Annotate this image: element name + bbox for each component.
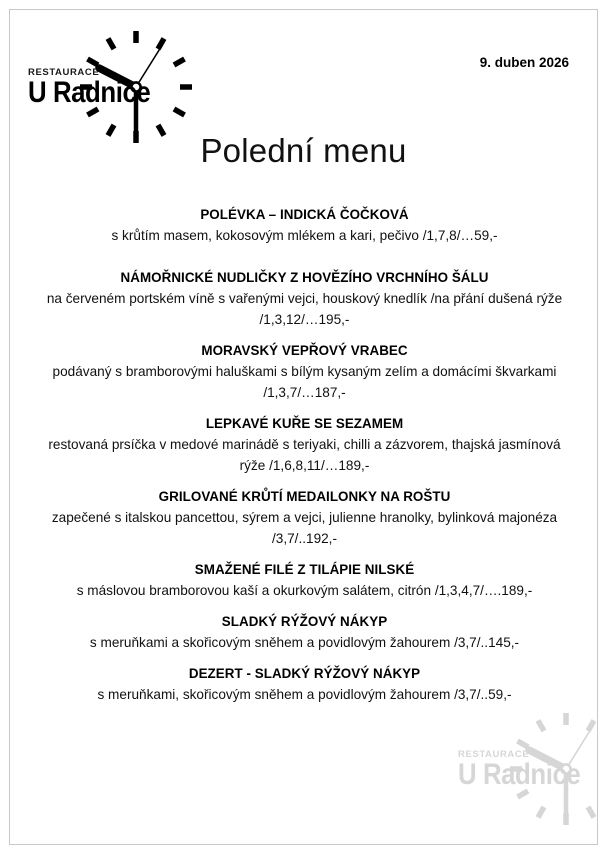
page-title: Polední menu bbox=[200, 132, 407, 169]
menu-item-description: s máslovou bramborovou kaší a okurkovým salátem, citrón /1,3,4,7/….189,- bbox=[76, 583, 533, 598]
logo-line-restaurace: RESTAURACE bbox=[28, 67, 100, 78]
menu-item-name: LEPKAVÉ KUŘE SE SEZAMEM bbox=[205, 416, 404, 431]
menu-page bbox=[9, 9, 598, 845]
menu-item bbox=[34, 612, 575, 653]
menu-item bbox=[34, 205, 575, 246]
menu-item-description: s meruňkami a skořicovým sněhem a povidlovým žahourem /3,7/..145,- bbox=[89, 635, 520, 650]
menu-item bbox=[34, 487, 575, 549]
menu-item-name: NÁMOŘNICKÉ NUDLIČKY Z HOVĚZÍHO VRCHNÍHO ŠÁLU bbox=[120, 270, 489, 285]
menu-item-name: GRILOVANÉ KRŮTÍ MEDAILONKY NA ROŠTU bbox=[158, 489, 451, 504]
menu-item bbox=[34, 664, 575, 705]
menu-item-description: podávaný s bramborovými haluškami s bílým kysaným zelím a domácími škvarkami /1,3,7/…187,- bbox=[52, 364, 557, 400]
menu-item-name: POLÉVKA – INDICKÁ ČOČKOVÁ bbox=[200, 207, 409, 222]
watermark-logo bbox=[455, 706, 598, 826]
menu-list bbox=[34, 205, 575, 716]
menu-item bbox=[34, 268, 575, 330]
menu-item-name: SLADKÝ RÝŽOVÝ NÁKYP bbox=[221, 614, 388, 629]
menu-item-name: SMAŽENÉ FILÉ Z TILÁPIE NILSKÉ bbox=[194, 562, 415, 577]
menu-item-description: s krůtím masem, kokosovým mlékem a kari, pečivo /1,7,8/…59,- bbox=[111, 228, 498, 243]
watermark-line-uradnice: U Radnice bbox=[458, 758, 581, 791]
menu-item-description: restovaná prsíčka v medové marinádě s teriyaki, chilli a zázvorem, thajská jasmínová rýže /1,6,8,11/…189,- bbox=[48, 437, 561, 473]
menu-item-name: DEZERT - SLADKÝ RÝŽOVÝ NÁKYP bbox=[188, 666, 421, 681]
watermark-line-restaurace: RESTAURACE bbox=[458, 749, 530, 760]
menu-item-name: MORAVSKÝ VEPŘOVÝ VRABEC bbox=[201, 343, 408, 358]
menu-date: 9. duben 2026 bbox=[479, 55, 569, 70]
menu-item bbox=[34, 560, 575, 601]
menu-item-description: na červeném portském víně s vařenými vejci, houskový knedlík /na přání dušená rýže /1,3,12/…195,- bbox=[46, 291, 563, 327]
logo-line-uradnice: U Radnice bbox=[28, 76, 151, 109]
menu-item bbox=[34, 414, 575, 476]
restaurant-logo bbox=[25, 24, 205, 144]
menu-item-description: zapečené s italskou pancettou, sýrem a vejci, julienne hranolky, bylinková majonéza /3,7/..192,- bbox=[51, 510, 558, 546]
watermark-wordmark bbox=[458, 750, 586, 790]
menu-item-description: s meruňkami, skořicovým sněhem a povidlovým žahourem /3,7/..59,- bbox=[97, 687, 512, 702]
logo-wordmark bbox=[28, 68, 156, 108]
menu-item bbox=[34, 341, 575, 403]
